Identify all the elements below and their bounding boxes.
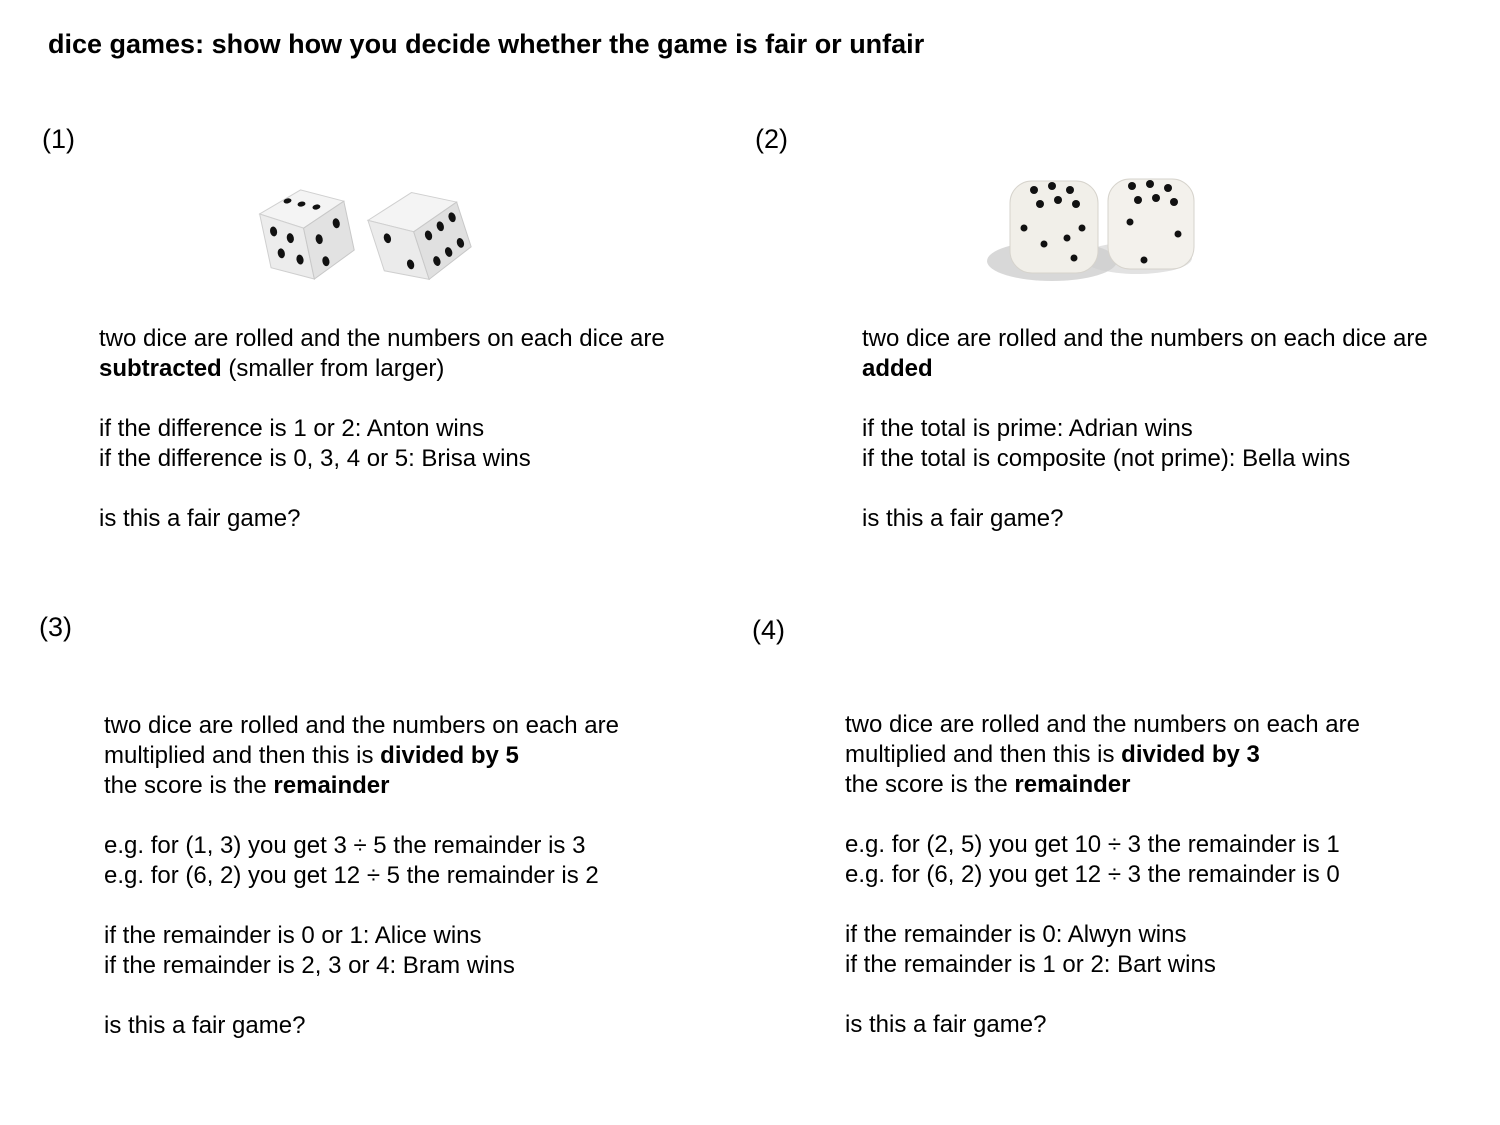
q2-intro-line-2 — [862, 354, 1428, 384]
question-4-number: (4) — [752, 615, 785, 645]
q2-question: is this a fair game? — [862, 505, 1064, 532]
question-2-text — [862, 324, 1428, 534]
q4-example-1: e.g. for (2, 5) you get 10 ÷ 3 the remainder is 1 — [845, 831, 1340, 858]
q4-rule-1: if the remainder is 0: Alwyn wins — [845, 921, 1187, 948]
q1-intro-line: two dice are rolled and the numbers on each dice are — [99, 325, 665, 352]
question-2-number: (2) — [755, 124, 788, 154]
q4-intro-line: two dice are rolled and the numbers on each are — [845, 711, 1360, 738]
q3-intro-line-3 — [104, 771, 619, 801]
q3-score-prefix: the score is the — [104, 772, 274, 799]
die-right — [1108, 179, 1194, 269]
q3-example-2: e.g. for (6, 2) you get 12 ÷ 5 the remainder is 2 — [104, 862, 599, 889]
q3-example-1: e.g. for (1, 3) you get 3 ÷ 5 the remainder is 3 — [104, 832, 586, 859]
q4-example-2: e.g. for (6, 2) you get 12 ÷ 3 the remainder is 0 — [845, 861, 1340, 888]
q3-rule-2: if the remainder is 2, 3 or 4: Bram wins — [104, 952, 515, 979]
q3-divisor: divided by 5 — [380, 742, 519, 769]
question-1-number: (1) — [42, 124, 75, 154]
q2-intro-line: two dice are rolled and the numbers on each dice are — [862, 325, 1428, 352]
q3-rule-1: if the remainder is 0 or 1: Alice wins — [104, 922, 482, 949]
q2-rule-1: if the total is prime: Adrian wins — [862, 415, 1193, 442]
q3-operation-prefix: multiplied and then this is — [104, 742, 381, 769]
q1-rule-2: if the difference is 0, 3, 4 or 5: Brisa wins — [99, 445, 531, 472]
question-3-text — [104, 711, 619, 1041]
die-left — [1010, 181, 1098, 273]
q4-score-prefix: the score is the — [845, 771, 1015, 798]
q3-intro-line: two dice are rolled and the numbers on each are — [104, 712, 619, 739]
q3-question: is this a fair game? — [104, 1012, 306, 1039]
question-1-text — [99, 324, 665, 534]
q1-rule-1: if the difference is 1 or 2: Anton wins — [99, 415, 485, 442]
q4-score-term: remainder — [1014, 771, 1131, 798]
die-right — [364, 180, 477, 285]
q3-intro-line-2 — [104, 741, 619, 771]
q4-operation-prefix: multiplied and then this is — [845, 741, 1122, 768]
q4-intro-line-3 — [845, 770, 1360, 800]
question-4-text — [845, 710, 1360, 1040]
q1-intro-line-2 — [99, 354, 665, 384]
q1-operation: subtracted — [99, 355, 222, 382]
q4-question: is this a fair game? — [845, 1011, 1047, 1038]
die-left — [257, 182, 359, 285]
two-white-dice-tilted-icon — [250, 180, 480, 285]
two-white-dice-shadow-icon — [982, 176, 1197, 286]
q4-intro-line-2 — [845, 740, 1360, 770]
question-3-number: (3) — [39, 612, 72, 642]
q1-question: is this a fair game? — [99, 505, 301, 532]
q3-score-term: remainder — [273, 772, 390, 799]
q2-rule-2: if the total is composite (not prime): Bella wins — [862, 445, 1351, 472]
page-title: dice games: show how you decide whether the game is fair or unfair — [48, 29, 925, 59]
q2-operation: added — [862, 355, 933, 382]
q4-divisor: divided by 3 — [1121, 741, 1260, 768]
q4-rule-2: if the remainder is 1 or 2: Bart wins — [845, 951, 1216, 978]
q1-operation-note: (smaller from larger) — [221, 355, 445, 382]
